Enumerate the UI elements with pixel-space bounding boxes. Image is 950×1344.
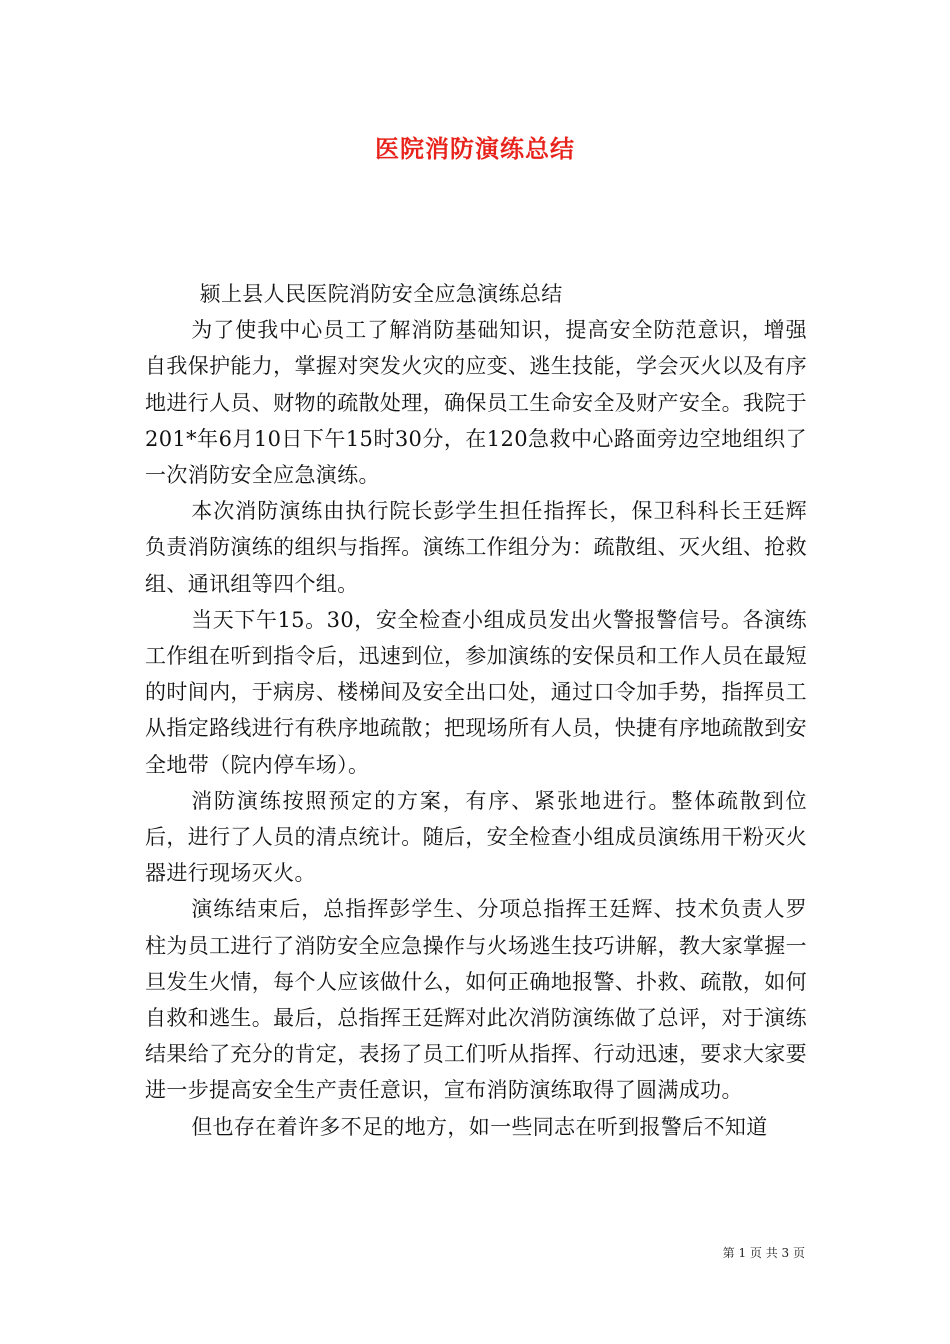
document-body [145, 276, 807, 1145]
body-paragraph: 当天下午15。30，安全检查小组成员发出火警报警信号。各演练工作组在听到指令后，迅速到位，参加演练的安保员和工作人员在最短的时间内，于病房、楼梯间及安全出口处，通过口令加手势，指挥员工从指定路线进行有秩序地疏散；把现场所有人员，快捷有序地疏散到安全地带（院内停车场）。 [145, 607, 807, 777]
subtitle-paragraph: 颍上县人民医院消防安全应急演练总结 [199, 282, 563, 306]
body-paragraph: 演练结束后，总指挥彭学生、分项总指挥王廷辉、技术负责人罗柱为员工进行了消防安全应急操作与火场逃生技巧讲解，教大家掌握一旦发生火情，每个人应该做什么，如何正确地报警、扑救、疏散，如何自救和逃生。最后，总指挥王廷辉对此次消防演练做了总评，对于演练结果给了充分的肯定，表扬了员工们听从指挥、行动迅速，要求大家要进一步提高安全生产责任意识，宣布消防演练取得了圆满成功。 [145, 897, 807, 1103]
body-paragraph: 本次消防演练由执行院长彭学生担任指挥长，保卫科科长王廷辉负责消防演练的组织与指挥。演练工作组分为：疏散组、灭火组、抢救组、通讯组等四个组。 [145, 499, 807, 596]
document-title: 医院消防演练总结 [375, 135, 575, 163]
body-paragraph: 但也存在着许多不足的地方，如一些同志在听到报警后不知道 [191, 1114, 768, 1139]
body-paragraph: 消防演练按照预定的方案，有序、紧张地进行。整体疏散到位后，进行了人员的清点统计。随后，安全检查小组成员演练用干粉灭火器进行现场灭火。 [145, 788, 807, 886]
body-paragraph: 为了使我中心员工了解消防基础知识，提高安全防范意识，增强自我保护能力，掌握对突发火灾的应变、逃生技能，学会灭火以及有序地进行人员、财物的疏散处理，确保员工生命安全及财产安全。我院于201*年6月10日下午15时30分，在120急救中心路面旁边空地组织了一次消防安全应急演练。 [145, 318, 807, 488]
page-number: 第 1 页 共 3 页 [722, 1246, 805, 1260]
